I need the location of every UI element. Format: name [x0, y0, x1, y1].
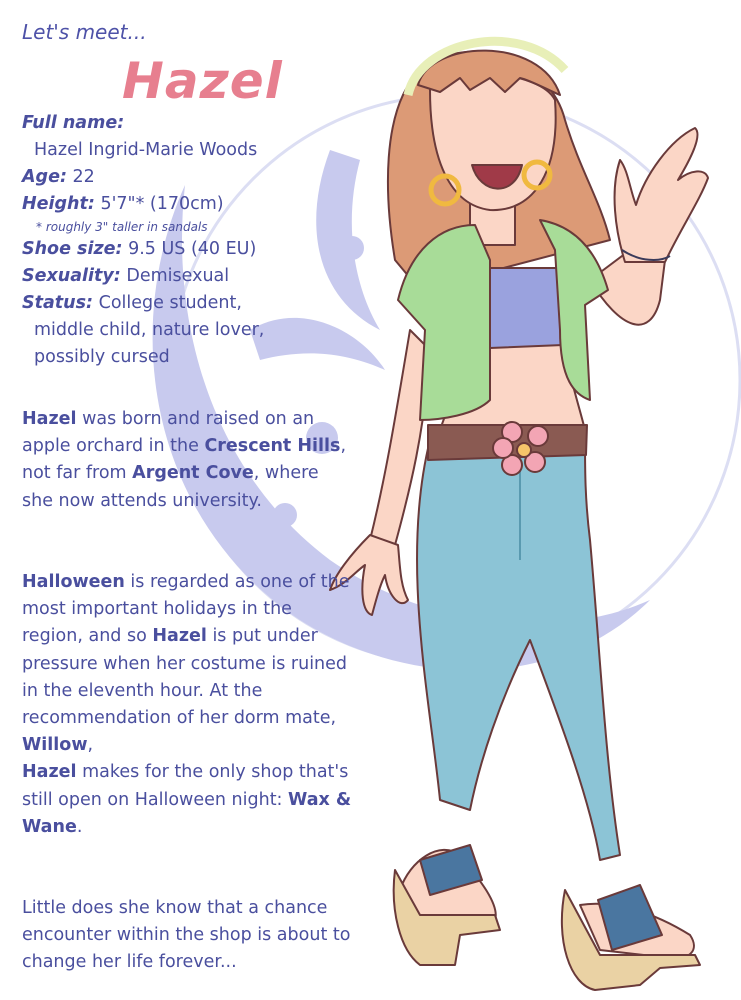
- willow-bold: Willow: [22, 735, 88, 756]
- status-label: Status:: [22, 293, 94, 313]
- para2-text-4: makes for the only shop that's still open on Halloween night:: [22, 762, 349, 810]
- backstory-paragraph-1: [22, 406, 352, 515]
- hazel-name-bold-2: Hazel: [152, 626, 207, 647]
- status-line-3: possibly cursed: [34, 347, 170, 367]
- full-name-value: Hazel Ingrid-Marie Woods: [34, 140, 258, 160]
- shoe-size-value: 9.5 US (40 EU): [128, 239, 257, 259]
- intro-heading: Let's meet...: [22, 20, 147, 44]
- para1-text-1: was born and raised on an apple orchard in the: [22, 409, 315, 457]
- tube-top: [485, 268, 565, 348]
- status-line-2: middle child, nature lover,: [34, 320, 265, 340]
- hazel-name-bold-3: Hazel: [22, 762, 77, 783]
- para1-text-2: , not far from: [22, 436, 347, 484]
- full-name-label: Full name:: [22, 113, 125, 133]
- height-label: Height:: [22, 194, 95, 214]
- age-label: Age:: [22, 167, 67, 187]
- wax-and-wane-bold: Wax & Wane: [22, 789, 352, 837]
- character-name-title: Hazel: [122, 52, 283, 110]
- halloween-bold: Halloween: [22, 572, 125, 592]
- argent-cove-bold: Argent Cove: [132, 463, 254, 484]
- para2-text-1: is regarded as one of the most important holidays in the region, and so: [22, 572, 350, 647]
- height-note: * roughly 3" taller in sandals: [36, 220, 208, 234]
- status-line-1: College student,: [98, 293, 242, 313]
- age-value: 22: [72, 167, 95, 187]
- jeans: [417, 440, 620, 860]
- para2-text-2: is put under pressure when her costume is ruined in the eleventh hour. At the recommendation of her dorm mate,: [22, 626, 348, 729]
- para2-text-3: ,: [87, 735, 94, 756]
- character-facts: [22, 110, 264, 371]
- hazel-name-bold: Hazel: [22, 409, 77, 429]
- shoe-size-label: Shoe size:: [22, 239, 123, 259]
- backstory-paragraph-3: Little does she know that a chance encounter within the shop is about to change her life forever...: [22, 898, 351, 973]
- para2-text-5: .: [76, 816, 83, 837]
- sexuality-value: Demisexual: [126, 266, 230, 286]
- backstory-paragraph-2: [22, 569, 352, 841]
- height-value: 5'7"* (170cm): [100, 194, 224, 214]
- sexuality-label: Sexuality:: [22, 266, 121, 286]
- crescent-hills-bold: Crescent Hills: [204, 436, 341, 457]
- raised-hand: [615, 128, 708, 262]
- para1-text-3: , where she now attends university.: [22, 463, 319, 511]
